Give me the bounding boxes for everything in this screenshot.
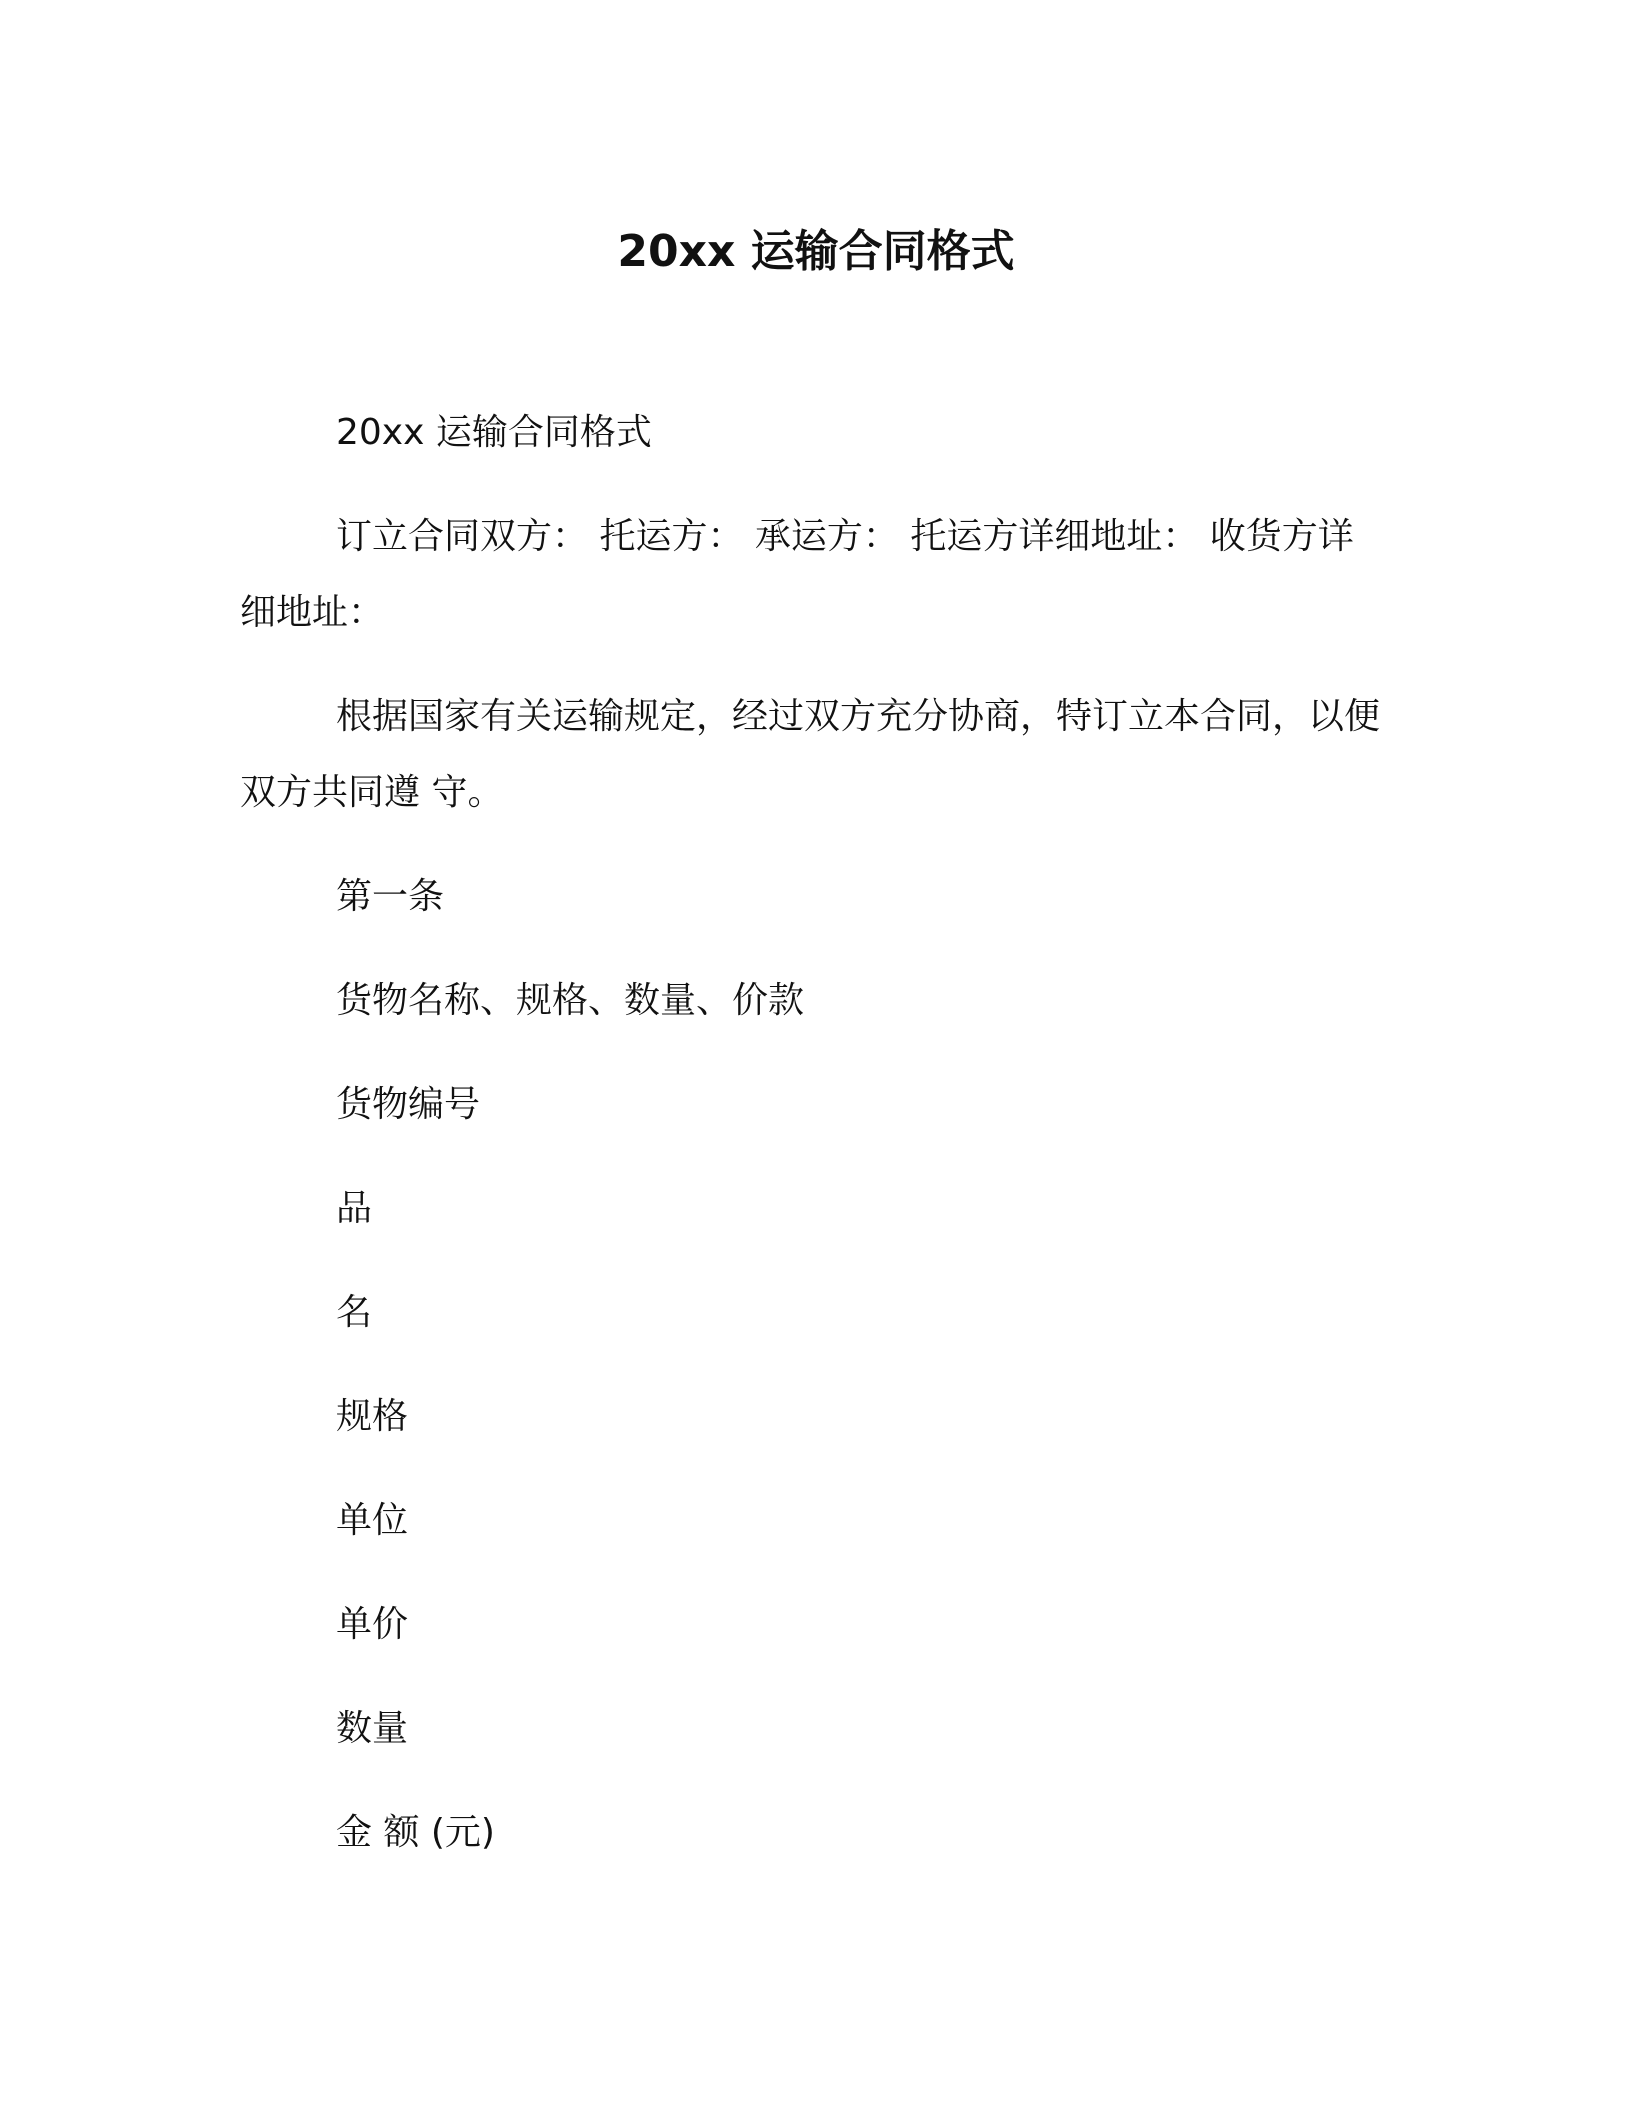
paragraph-goods-heading: 货物名称、规格、数量、价款 xyxy=(336,980,805,1021)
paragraph-pin: 品 xyxy=(336,1188,373,1229)
document-title: 20xx 运输合同格式 xyxy=(617,226,1015,277)
paragraph-amount: 金 额 (元) xyxy=(336,1812,495,1853)
paragraph-basis: 根据国家有关运输规定，经过双方充分协商，特订立本合同，以便双方共同遵 守。 xyxy=(240,696,1381,813)
document-body xyxy=(240,395,1385,1899)
paragraph-unit: 单位 xyxy=(336,1500,409,1541)
paragraph-parties: 订立合同双方： 托运方： 承运方： 托运方详细地址： 收货方详细地址： xyxy=(240,516,1354,633)
paragraph-quantity: 数量 xyxy=(336,1708,409,1749)
paragraph-goods-number: 货物编号 xyxy=(336,1084,481,1125)
paragraph-spec: 规格 xyxy=(336,1396,409,1437)
paragraph-ming: 名 xyxy=(336,1292,373,1333)
paragraph-unit-price: 单价 xyxy=(336,1604,409,1645)
paragraph-subtitle: 20xx 运输合同格式 xyxy=(336,412,652,453)
paragraph-article-one: 第一条 xyxy=(336,876,445,917)
